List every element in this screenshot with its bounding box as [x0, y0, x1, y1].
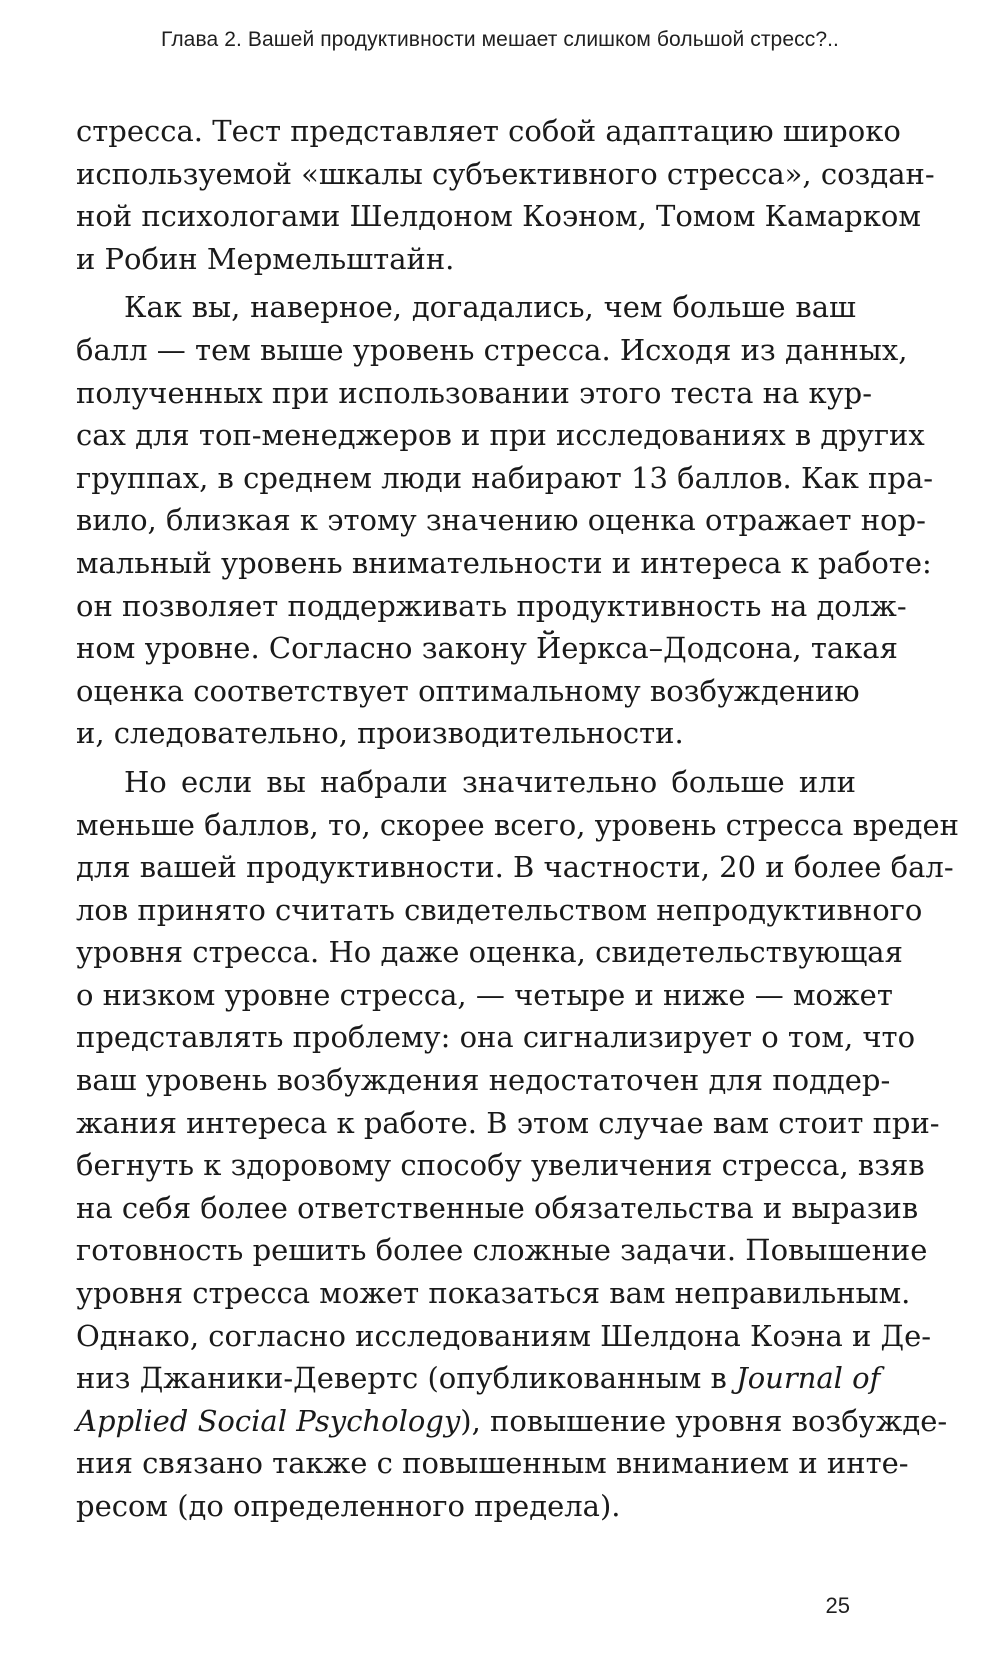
- text-line: Как вы, наверное, догадались, чем больше ваш: [124, 290, 856, 325]
- text-line: полученных при использовании этого теста на кур-: [76, 375, 873, 410]
- text-line: мальный уровень внимательности и интереса к работе:: [76, 545, 932, 580]
- text-line: бегнуть к здоровому способу увеличения стресса, взяв: [76, 1148, 925, 1183]
- text-line: жания интереса к работе. В этом случае вам стоит при-: [76, 1105, 940, 1140]
- text-line: представлять проблему: она сигнализирует о том, что: [76, 1020, 916, 1055]
- text-line: ном уровне. Согласно закону Йеркса–Додсона, такая: [76, 631, 898, 666]
- text-line: ной психологами Шелдоном Коэном, Томом Камарком: [76, 199, 921, 234]
- text-line: стресса. Тест представляет собой адаптацию широко: [76, 114, 901, 148]
- text-line: оценка соответствует оптимальному возбуждению: [76, 673, 860, 708]
- text-line: и Робин Мермельштайн.: [76, 241, 455, 276]
- text-line: меньше баллов, то, скорее всего, уровень стресса вреден: [76, 807, 959, 842]
- text-line: сах для топ-менеджеров и при исследованиях в других: [76, 418, 925, 453]
- text-line: используемой «шкалы субъективного стресса», создан-: [76, 156, 935, 191]
- text-line: лов принято считать свидетельством непродуктивного: [76, 892, 923, 927]
- page-number: 25: [825, 1593, 850, 1618]
- text-line: готовность решить более сложные задачи. Повышение: [76, 1233, 928, 1268]
- text-line: уровня стресса. Но даже оценка, свидетельствующая: [76, 935, 903, 970]
- text-line-journal: Applied Social Psychology), повышение уровня возбужде-: [76, 1403, 948, 1438]
- running-head: Глава 2. Вашей продуктивности мешает слишком большой стресс?..: [161, 28, 839, 51]
- text-line: и, следовательно, производительности.: [76, 716, 684, 751]
- text-line: уровня стресса может показаться вам неправильным.: [76, 1276, 911, 1311]
- text-line: Однако, согласно исследованиям Шелдона Коэна и Де-: [76, 1318, 932, 1353]
- text-line: вило, близкая к этому значению оценка отражает нор-: [76, 503, 926, 538]
- text-line: ваш уровень возбуждения недостаточен для поддер-: [76, 1063, 891, 1098]
- text-line: на себя более ответственные обязательства и выразив: [76, 1190, 919, 1225]
- text-line: ния связано также с повышенным вниманием и инте-: [76, 1446, 909, 1481]
- text-line-journal: низ Джаники-Девертс (опубликованным в Journal of: [76, 1361, 881, 1396]
- text-line: он позволяет поддерживать продуктивность на долж-: [76, 588, 907, 623]
- text-line: для вашей продуктивности. В частности, 20 и более бал-: [76, 850, 954, 885]
- text-line: группах, в среднем люди набирают 13 баллов. Как пра-: [76, 460, 934, 495]
- text-line: ресом (до определенного предела).: [76, 1489, 621, 1523]
- text-line: балл — тем выше уровень стресса. Исходя из данных,: [76, 332, 908, 367]
- body-text: [76, 110, 959, 1528]
- text-line: о низком уровне стресса, — четыре и ниже — может: [76, 977, 893, 1012]
- text-line: Но если вы набрали значительно больше или: [124, 764, 856, 799]
